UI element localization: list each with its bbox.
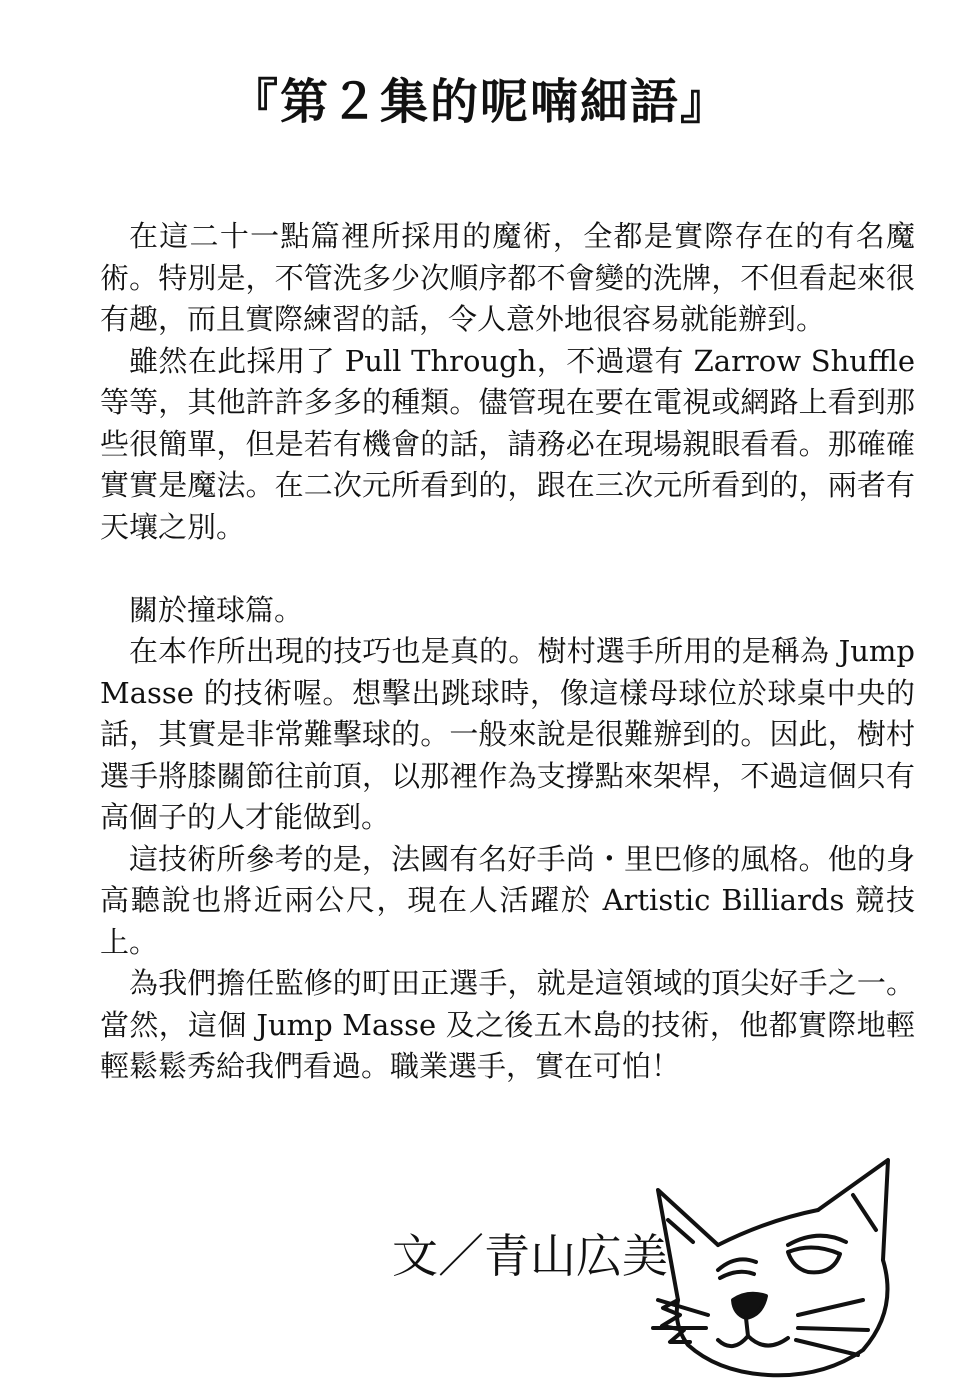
paragraph-jump-masse: 在本作所出現的技巧也是真的。樹村選手所用的是稱為 Jump Masse 的技術喔。想擊出跳球時，像這樣母球位於球桌中央的話，其實是非常難擊球的。一般來說是很難辦到的。因此，樹村選手將膝關節往前頂，以那裡作為支撐點來架桿，不過這個只有高個子的人才能做到。 — [100, 634, 915, 834]
afterword-body — [100, 216, 915, 1088]
page-title: 『第２集的呢喃細語』 — [229, 74, 730, 130]
author-signature: 文／青山広美 — [392, 1229, 668, 1283]
paragraph-reference-style: 這技術所參考的是，法國有名好手尚・里巴修的風格。他的身高聽說也將近兩公尺，現在人活躍於 Artistic Billiards 競技上。 — [100, 841, 915, 959]
paragraph-spacer — [100, 548, 915, 590]
cat-face-icon — [648, 1150, 910, 1380]
paragraph-billiards-heading: 關於撞球篇。 — [129, 592, 304, 627]
paragraph-magic-intro: 在這二十一點篇裡所採用的魔術，全都是實際存在的有名魔術。特別是，不管洗多少次順序都不會變的洗牌，不但看起來很有趣，而且實際練習的話，令人意外地很容易就能辦到。 — [100, 219, 915, 336]
paragraph-supervisor: 為我們擔任監修的町田正選手，就是這領域的頂尖好手之一。當然，這個 Jump Masse 及之後五木島的技術，他都實際地輕輕鬆鬆秀給我們看過。職業選手，實在可怕！ — [100, 966, 915, 1083]
paragraph-shuffle-types: 雖然在此採用了 Pull Through，不過還有 Zarrow Shuffle 等等，其他許許多多的種類。儘管現在要在電視或網路上看到那些很簡單，但是若有機會的話，請務必在現場親眼看看。那確確實實是魔法。在二次元所看到的，跟在三次元所看到的，兩者有天壤之別。 — [100, 343, 915, 544]
